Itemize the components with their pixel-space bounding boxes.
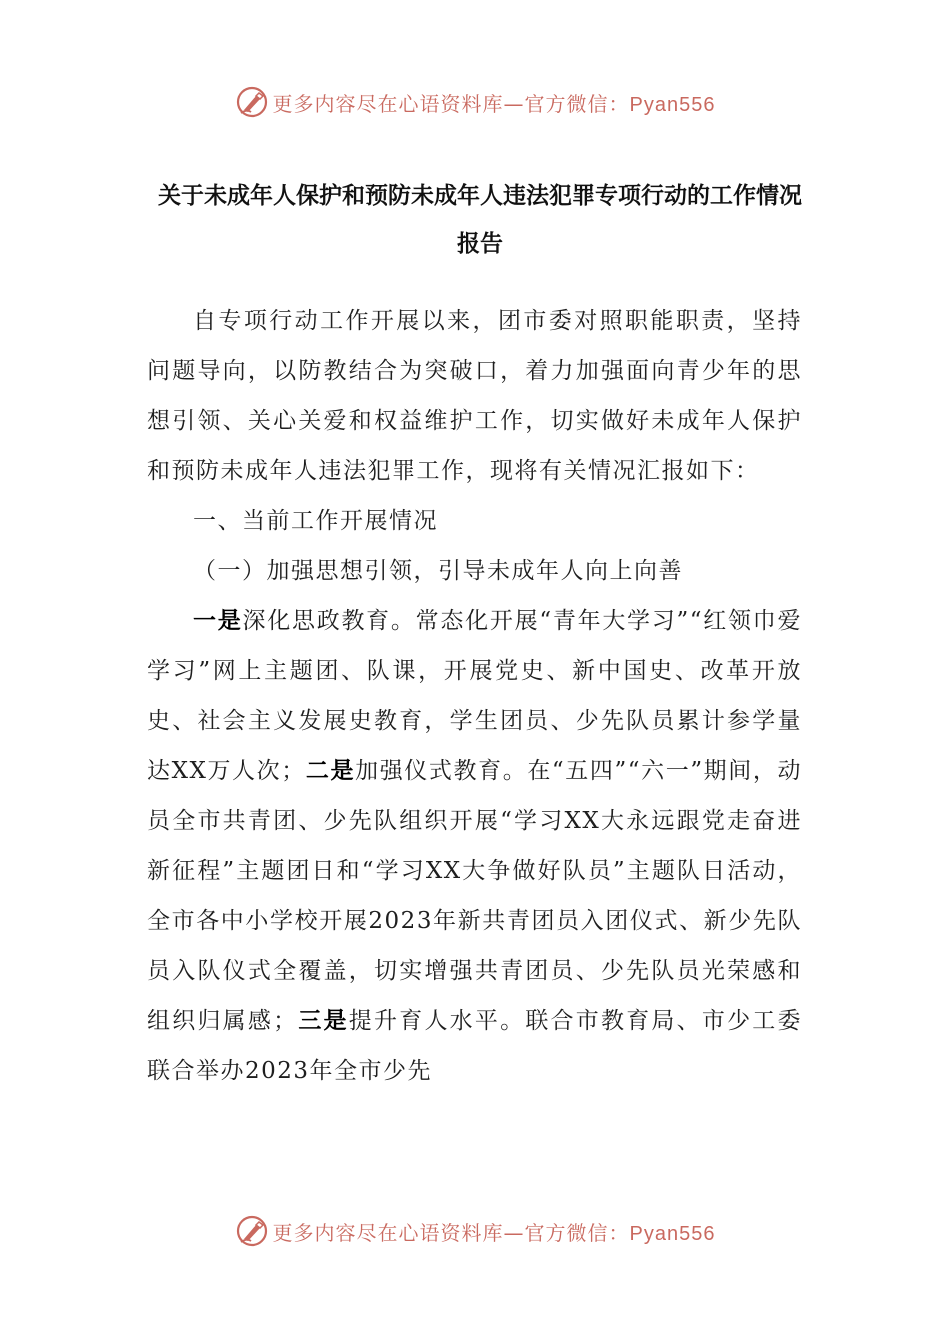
- pen-nib-logo-icon: [235, 1214, 269, 1248]
- lead-phrase: 三是: [297, 1007, 349, 1034]
- document-title: 关于未成年人保护和预防未成年人违法犯罪专项行动的工作情况报告: [158, 183, 802, 257]
- lead-phrase: 一是: [193, 607, 243, 634]
- watermark-banner-top: [0, 82, 950, 122]
- body-paragraph: 一是深化思政教育。常态化开展“青年大学习”“红领巾爱学习”网上主题团、队课，开展党史、新中国史、改革开放史、社会主义发展史教育，学生团员、少先队员累计参学量达XX万人次；二是加强仪式教育。在“五四”“六一”期间，动员全市共青团、少先队组织开展“学习XX大永远跟党走奋进新征程”主题团日和“学习XX大争做好队员”主题队日活动，全市各中小学校开展2023年新共青团员入团仪式、新少先队员入队仪式全覆盖，切实增强共青团员、少先队员光荣感和组织归属感；三是提升育人水平。联合市教育局、市少工委联合举办2023年全市少先: [147, 607, 803, 1084]
- intro-paragraph: 自专项行动工作开展以来，团市委对照职能职责，坚持问题导向，以防教结合为突破口，着力加强面向青少年的思想引领、关心关爱和权益维护工作，切实做好未成年人保护和预防未成年人违法犯罪工作，现将有关情况汇报如下：: [147, 308, 802, 484]
- watermark-text: 更多内容尽在心语资料库—官方微信：Pyan556: [272, 91, 716, 116]
- watermark-text: 更多内容尽在心语资料库—官方微信：Pyan556: [272, 1220, 716, 1245]
- subsection-heading: （一）加强思想引领，引导未成年人向上向善: [193, 558, 683, 584]
- lead-phrase: 二是: [305, 757, 356, 784]
- watermark-banner-bottom: [0, 1211, 950, 1251]
- section-heading: 一、当前工作开展情况: [193, 508, 438, 534]
- pen-nib-logo-icon: [235, 85, 269, 119]
- document-body: [147, 296, 802, 1096]
